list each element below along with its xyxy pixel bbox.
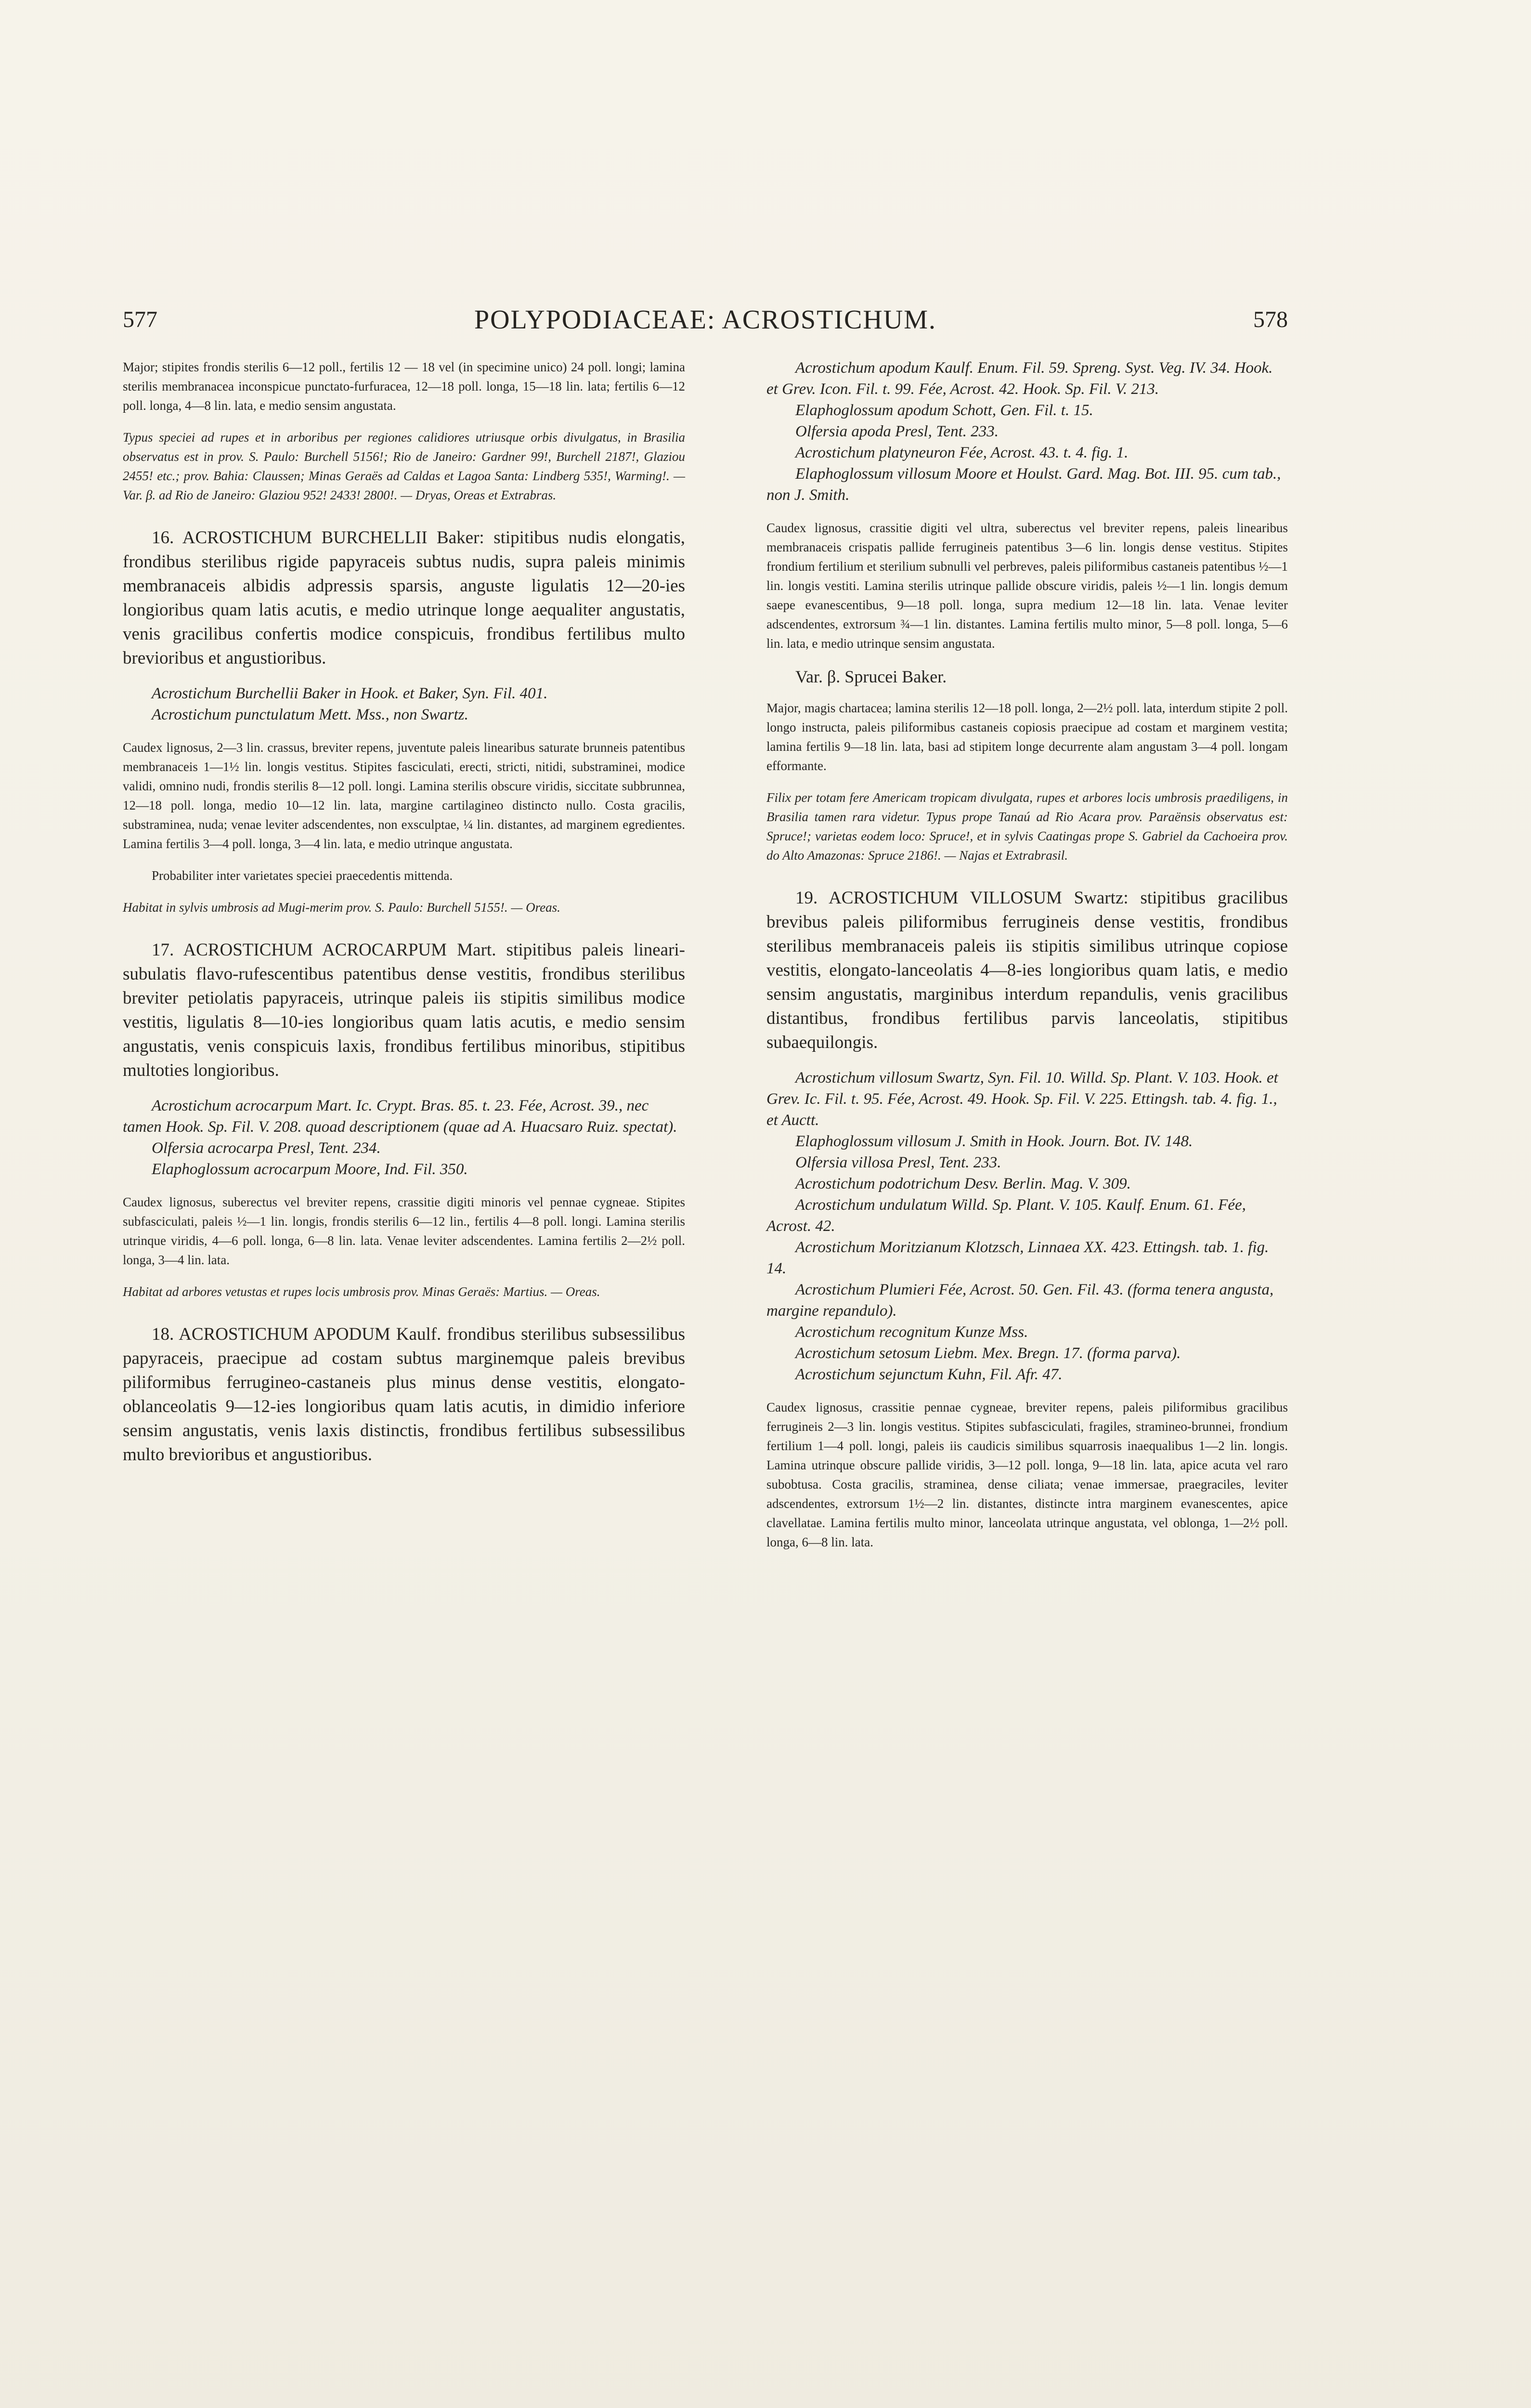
synonym-line: Elaphoglossum villosum J. Smith in Hook. Journ. Bot. IV. 148. [795, 1133, 1193, 1150]
species-18-description: Caudex lignosus, crassitie digiti vel ultra, suberectus vel breviter repens, paleis linearibus membranaceis crispatis pallide ferrugineis patentibus 3—6 lin. longis dense vestitus. Stipites frondium fertilium et sterilium subnulli vel perbreves, paleis piliformibus castaneis patentibus ½—1 lin. longis vestiti. Lamina sterilis utrinque pallide obscure viridis, paleis ½—1 lin. longis demum saepe evanescentibus, 9—18 poll. longa, supra medium 12—18 lin. lata. Venae leviter adscendentes, extrorsum ¾—1 lin. distantes. Lamina fertilis multo minor, 5—8 poll. longa, 5—6 lin. lata, e medio utrinque sensim angustata. [766, 521, 1288, 651]
synonym-line: Olfersia apoda Presl, Tent. 233. [795, 423, 999, 440]
synonym-line: Elaphoglossum acrocarpum Moore, Ind. Fil. 350. [152, 1161, 468, 1178]
synonym-line: Acrostichum Plumieri Fée, Acrost. 50. Gen. Fil. 43. (forma tenera angusta, margine repandulo). [766, 1281, 1274, 1320]
species-17-description: Caudex lignosus, suberectus vel breviter repens, crassitie digiti minoris vel pennae cygneae. Stipites subfasciculati, paleis ½—1 lin. longis, frondis sterilis 6—12 lin., fertilis 4—8 poll. longi. Lamina sterilis utrinque viridis, 4—6 poll. longa, 6—8 lin. lata. Venae leviter adscendentes. Lamina fertilis 2—2½ poll. longa, 3—4 lin. lata. [123, 1195, 685, 1267]
species-17-heading: 17. ACROSTICHUM ACROCARPUM Mart. stipitibus paleis lineari-subulatis flavo-rufescentibus patentibus dense vestitis, frondibus sterilibus breviter petiolatis papyraceis, utrinque paleis iis stipitis similibus modice vestitis, ligulatis 8—10-ies longioribus quam latis acutis, e medio sensim angustatis, venis conspicuis laxis, frondibus fertilibus minoribus, stipitibus multoties longioribus. [123, 940, 685, 1080]
species-19-synonyms [766, 1067, 1288, 1385]
synonym-line: Acrostichum platyneuron Fée, Acrost. 43. t. 4. fig. 1. [795, 444, 1129, 461]
synonym-line: Acrostichum undulatum Willd. Sp. Plant. V. 105. Kaulf. Enum. 61. Fée, Acrost. 42. [766, 1196, 1246, 1235]
synonym-line: Acrostichum acrocarpum Mart. Ic. Crypt. Bras. 85. t. 23. Fée, Acrost. 39., nec tamen Hook. Sp. Fil. V. 208. quoad descriptionem (quae ad A. Huacsaro Ruiz. spectat). [123, 1097, 677, 1136]
page-header [123, 304, 1288, 338]
species-16-synonyms [123, 683, 685, 725]
left-column [123, 357, 685, 1479]
synonym-line: Acrostichum Burchellii Baker in Hook. et Baker, Syn. Fil. 401. [152, 685, 548, 702]
species-19-description: Caudex lignosus, crassitie pennae cygneae, breviter repens, paleis piliformibus gracilibus ferrugineis 2—3 lin. longis vestitus. Stipites subfasciculati, fragiles, stramineo-brunnei, frondium fertilium 1—4 poll. longi, paleis iis caudicis similibus squarrosis inaequalibus 1—2 lin. longis. Lamina utrinque obscure pallide viridis, 3—12 poll. longa, 9—18 lin. lata, apice acuta vel raro subobtusa. Costa gracilis, straminea, dense ciliata; venae immersae, praegraciles, leviter adscendentes, extrorsum 1½—2 lin. distantes, distincte intra marginem evanescentes, apice clavellatae. Lamina fertilis multo minor, lanceolata utrinque angustata, vel oblonga, 1—2½ poll. longa, 6—8 lin. lata. [766, 1400, 1288, 1549]
page-number-right: 578 [1253, 307, 1288, 332]
synonym-line: Acrostichum setosum Liebm. Mex. Bregn. 17. (forma parva). [795, 1345, 1181, 1362]
species-16-heading: 16. ACROSTICHUM BURCHELLII Baker: stipitibus nudis elongatis, frondibus sterilibus rigide papyraceis subtus nudis, supra paleis minimis membranaceis albidis adpressis sparsis, anguste ligulatis 12—20-ies longioribus quam latis acutis, e medio utrinque longe aequaliter angustatis, venis gracilibus confertis modice conspicuis, frondibus fertilibus multo brevioribus et angustioribus. [123, 528, 685, 668]
right-column [766, 357, 1288, 1564]
species-17-synonyms [123, 1095, 685, 1180]
species-18-habitat: Filix per totam fere Americam tropicam divulgata, rupes et arbores locis umbrosis praediligens, in Brasilia tamen rara videtur. Typus prope Tanaú ad Rio Acara prov. Paraënsis observatus est: Spruce!; varietas eodem loco: Spruce!, et in sylvis Caatingas prope S. Gabriel da Cachoeira prov. do Alto Amazonas: Spruce 2186!. — Najas et Extrabrasil. [766, 790, 1288, 863]
synonym-line: Elaphoglossum villosum Moore et Houlst. Gard. Mag. Bot. III. 95. cum tab., non J. Smith. [766, 465, 1281, 504]
running-title: POLYPODIACEAE: ACROSTICHUM. [474, 305, 937, 335]
page-number-left: 577 [123, 307, 157, 332]
variety-beta-description: Major, magis chartacea; lamina sterilis 12—18 poll. longa, 2—2½ poll. lata, interdum stipite 2 poll. longo instructa, paleis piliformibus castaneis copiosis praecipue ad costam et marginem vestita; lamina fertilis 9—18 lin. lata, basi ad stipitem longe decurrente alam angustam 3—4 poll. longam efformante. [766, 701, 1288, 773]
synonym-line: Olfersia villosa Presl, Tent. 233. [795, 1154, 1001, 1171]
synonym-line: Elaphoglossum apodum Schott, Gen. Fil. t. 15. [795, 402, 1093, 419]
species-18-heading: 18. ACROSTICHUM APODUM Kaulf. frondibus sterilibus subsessilibus papyraceis, praecipue ad costam subtus marginemque paleis brevibus piliformibus ferrugineo-castaneis plus minus dense vestitis, elongato-oblanceolatis 9—12-ies longioribus quam latis acutis, in dimidio inferiore sensim angustatis, venis laxis distinctis, frondibus fertilibus subsessilibus multo brevioribus et angustioribus. [123, 1324, 685, 1465]
species-17-habitat: Habitat ad arbores vetustas et rupes locis umbrosis prov. Minas Geraës: Martius. — Oreas. [123, 1284, 600, 1299]
synonym-line: Acrostichum apodum Kaulf. Enum. Fil. 59. Spreng. Syst. Veg. IV. 34. Hook. et Grev. Icon. Fil. t. 99. Fée, Acrost. 42. Hook. Sp. Fil. V. 213. [766, 359, 1273, 398]
synonym-line: Acrostichum punctulatum Mett. Mss., non Swartz. [152, 706, 468, 723]
synonym-line: Acrostichum sejunctum Kuhn, Fil. Afr. 47. [795, 1366, 1063, 1383]
synonym-line: Olfersia acrocarpa Presl, Tent. 234. [152, 1139, 381, 1157]
variety-beta-heading: Var. β. Sprucei Baker. [795, 667, 947, 686]
synonym-line: Acrostichum recognitum Kunze Mss. [795, 1323, 1028, 1341]
species-16-note: Probabiliter inter varietates speciei praecedentis mittenda. [152, 868, 453, 883]
species-18-synonyms [766, 357, 1288, 506]
species-16-description: Caudex lignosus, 2—3 lin. crassus, breviter repens, juventute paleis linearibus saturate brunneis patentibus membranaceis 1—1½ lin. longis vestitus. Stipites fasciculati, erecti, stricti, nitidi, substraminei, modice validi, omnino nudi, frondis sterilis 8—12 poll. longi. Lamina sterilis obscure viridis, siccitate subbrunnea, 12—18 poll. longa, medio 10—12 lin. lata, margine cartilagineo distincto nullo. Costa gracilis, substraminea, nuda; venae leviter adscendentes, non exsculptae, ¼ lin. distantes, ad marginem egredientes. Lamina fertilis 3—4 poll. longa, 3—4 lin. lata, e medio utrinque angustata. [123, 740, 685, 851]
synonym-line: Acrostichum villosum Swartz, Syn. Fil. 10. Willd. Sp. Plant. V. 103. Hook. et Grev. Ic. Fil. t. 95. Fée, Acrost. 49. Hook. Sp. Fil. V. 225. Ettingsh. tab. 4. fig. 1., et Auctt. [766, 1069, 1278, 1129]
synonym-line: Acrostichum Moritzianum Klotzsch, Linnaea XX. 423. Ettingsh. tab. 1. fig. 14. [766, 1239, 1269, 1277]
species-15-habitat: Typus speciei ad rupes et in arboribus per regiones calidiores utriusque orbis divulgatus, in Brasilia observatus est in prov. S. Paulo: Burchell 5156!; Rio de Janeiro: Gardner 99!, Burchell 2187!, Glaziou 2455! etc.; prov. Bahia: Claussen; Minas Geraës ad Caldas et Lagoa Santa: Lindberg 535!, Warming!. — Var. β. ad Rio de Janeiro: Glaziou 952! 2433! 2800!. — Dryas, Oreas et Extrabras. [123, 430, 685, 502]
synonym-line: Acrostichum podotrichum Desv. Berlin. Mag. V. 309. [795, 1175, 1131, 1192]
species-19-heading: 19. ACROSTICHUM VILLOSUM Swartz: stipitibus gracilibus brevibus paleis piliformibus ferrugineis dense vestitis, frondibus sterilibus membranaceis paleis iis stipitis similibus utrinque copiose vestitis, elongato-lanceolatis 4—8-ies longioribus quam latis, e medio sensim angustatis, marginibus interdum repandulis, venis gracilibus distantibus, frondibus fertilibus parvis lanceolatis, stipitibus subaequilongis. [766, 888, 1288, 1052]
species-15-description-end: Major; stipites frondis sterilis 6—12 poll., fertilis 12 — 18 vel (in specimine unico) 24 poll. longi; lamina sterilis membranacea inconspicue punctato-furfuracea, 12—18 poll. longa, 15—18 lin. lata; fertilis 6—12 poll. longa, 4—8 lin. lata, e medio sensim angustata. [123, 360, 685, 413]
species-16-habitat: Habitat in sylvis umbrosis ad Mugi-merim prov. S. Paulo: Burchell 5155!. — Oreas. [123, 900, 560, 915]
